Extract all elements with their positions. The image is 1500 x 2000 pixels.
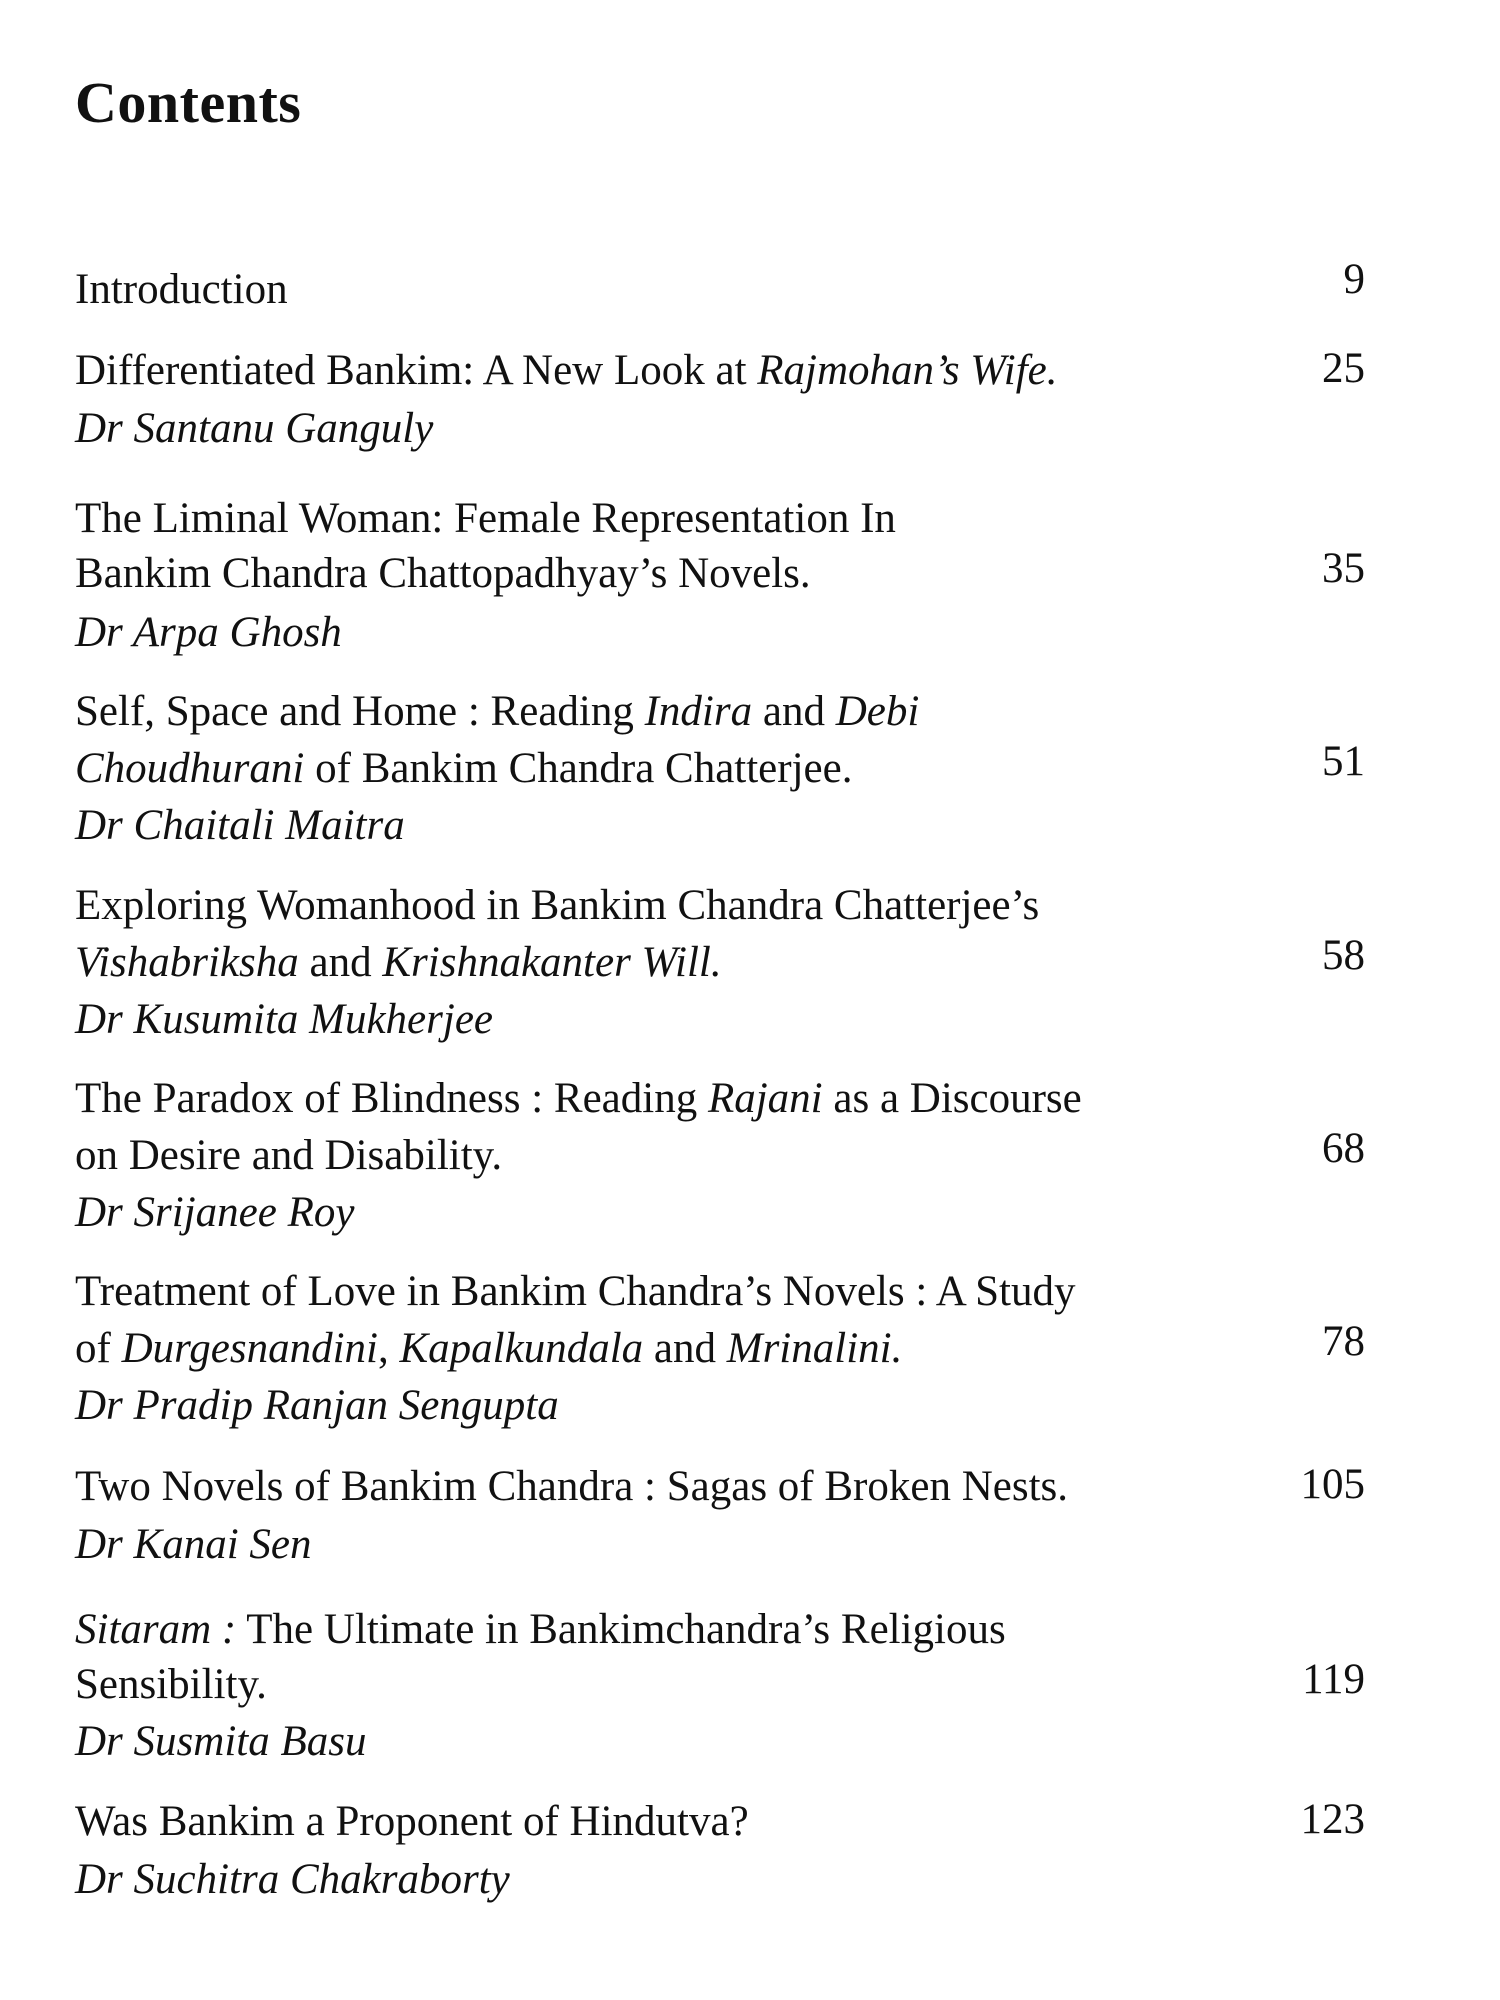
entry-title-line: Exploring Womanhood in Bankim Chandra Chatterjee’s (75, 882, 1040, 929)
entry-page-number: 68 (1322, 1125, 1365, 1172)
entry-author: Dr Suchitra Chakraborty (75, 1856, 510, 1903)
entry-author: Dr Pradip Ranjan Sengupta (75, 1382, 559, 1429)
italic-work-title: Mrinalini. (726, 1325, 903, 1372)
entry-title-line: The Liminal Woman: Female Representation In (75, 495, 896, 542)
entry-page-number: 123 (1300, 1796, 1365, 1843)
title-text: of (75, 1325, 122, 1372)
entry-title-line (75, 690, 919, 733)
entry-title-line: Was Bankim a Proponent of Hindutva? (75, 1798, 749, 1845)
title-text: as a Discourse (822, 1075, 1082, 1122)
title-text: and (752, 688, 836, 735)
entry-page-number: 105 (1300, 1461, 1365, 1508)
title-text: of Bankim Chandra Chatterjee. (304, 745, 853, 792)
title-text: Differentiated Bankim: A New Look at (75, 347, 758, 394)
entry-author: Dr Susmita Basu (75, 1718, 367, 1765)
entry-title-line: Introduction (75, 266, 288, 313)
entry-title-line (75, 349, 1057, 392)
italic-work-title: Rajani (707, 1075, 823, 1122)
entry-page-number: 51 (1322, 738, 1365, 785)
entry-page-number: 35 (1322, 545, 1365, 592)
italic-work-title: Indira (644, 688, 753, 735)
italic-work-title: Choudhurani (75, 745, 305, 792)
entry-title-line: Sensibility. (75, 1661, 267, 1708)
title-text: , (377, 1325, 400, 1372)
entry-author: Dr Arpa Ghosh (75, 609, 342, 656)
title-text: and (643, 1325, 727, 1372)
entry-page-number: 9 (1343, 256, 1365, 303)
entry-title-line (75, 1077, 1082, 1120)
entry-title-line (75, 941, 722, 984)
italic-work-title: Durgesnandini (121, 1325, 378, 1372)
entry-author: Dr Srijanee Roy (75, 1189, 355, 1236)
italic-work-title: Kapalkundala (399, 1325, 644, 1372)
entry-page-number: 119 (1302, 1656, 1365, 1703)
italic-work-title: Sitaram : (75, 1606, 237, 1653)
title-text: and (298, 939, 383, 986)
italic-work-title: Debi (835, 688, 920, 735)
entry-author: Dr Kanai Sen (75, 1521, 312, 1568)
entry-title-line: Bankim Chandra Chattopadhyay’s Novels. (75, 550, 811, 597)
title-text: The Paradox of Blindness : Reading (75, 1075, 708, 1122)
title-text: Self, Space and Home : Reading (75, 688, 645, 735)
entry-page-number: 25 (1322, 345, 1365, 392)
entry-page-number: 78 (1322, 1318, 1365, 1365)
page-title: Contents (75, 70, 302, 135)
entry-title-line (75, 747, 852, 790)
entry-title-line: Two Novels of Bankim Chandra : Sagas of Broken Nests. (75, 1463, 1069, 1510)
entry-author: Dr Kusumita Mukherjee (75, 996, 493, 1043)
italic-work-title: Rajmohan’s Wife. (757, 347, 1058, 394)
entry-title-line: on Desire and Disability. (75, 1132, 503, 1179)
entry-author: Dr Santanu Ganguly (75, 405, 434, 452)
italic-work-title: Vishabriksha (75, 939, 299, 986)
entry-page-number: 58 (1322, 932, 1365, 979)
italic-work-title: Krishnakanter Will. (382, 939, 722, 986)
entry-title-line: Treatment of Love in Bankim Chandra’s Novels : A Study (75, 1268, 1076, 1315)
entry-author: Dr Chaitali Maitra (75, 802, 405, 849)
title-text: The Ultimate in Bankimchandra’s Religious (236, 1606, 1006, 1653)
entry-title-line (75, 1608, 1006, 1651)
entry-title-line (75, 1327, 902, 1370)
